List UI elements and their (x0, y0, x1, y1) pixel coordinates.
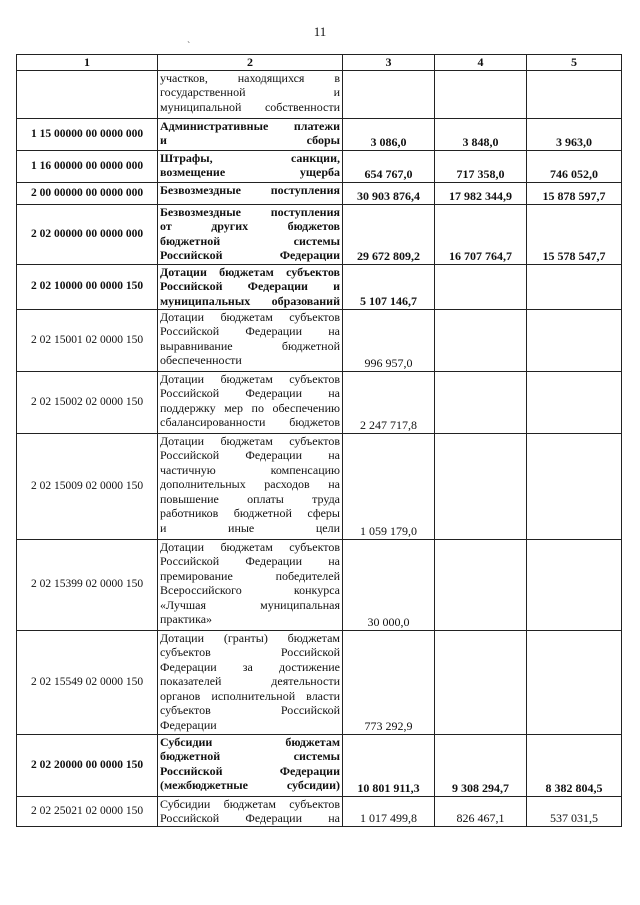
amount-cell-col5 (527, 630, 622, 734)
description-cell (158, 371, 343, 433)
description-line: Дотации бюджетам субъектов (160, 371, 340, 386)
budget-revenue-table (16, 54, 622, 827)
description-line: повышение оплаты труда (160, 491, 340, 506)
description-line: субъектов Российской (160, 645, 340, 659)
description-line: муниципальных образований (160, 293, 340, 308)
description-line: Всероссийского конкурса (160, 583, 340, 597)
description-cell (158, 796, 343, 826)
budget-code-cell: 1 15 00000 00 0000 000 (17, 118, 158, 150)
description-cell (158, 150, 343, 182)
amount-cell-col4 (435, 264, 527, 309)
table-row (17, 70, 622, 118)
description-line: Субсидии бюджетам субъектов (160, 796, 340, 811)
amount-cell-col3 (343, 70, 435, 118)
column-header: 3 (343, 55, 435, 71)
description-line: сбалансированности бюджетов (160, 415, 340, 429)
description-line: частичную компенсацию (160, 462, 340, 477)
description-cell (158, 182, 343, 204)
amount-cell-col3: 3 086,0 (343, 118, 435, 150)
budget-code-cell (17, 70, 158, 118)
column-header: 1 (17, 55, 158, 71)
description-line: бюджетной системы (160, 233, 340, 248)
description-line: Российской Федерации на (160, 324, 340, 338)
amount-cell-col3: 1 059 179,0 (343, 433, 435, 539)
amount-cell-col5: 3 963,0 (527, 118, 622, 150)
amount-cell-col3: 5 107 146,7 (343, 264, 435, 309)
budget-code-cell: 2 02 20000 00 0000 150 (17, 734, 158, 796)
amount-cell-col4 (435, 371, 527, 433)
table-row (17, 204, 622, 264)
description-line: участков, находящихся в (160, 70, 340, 85)
description-line: показателей деятельности (160, 674, 340, 688)
amount-cell-col3: 29 672 809,2 (343, 204, 435, 264)
description-line: практика» (160, 612, 213, 626)
description-line: возмещение ущерба (160, 165, 340, 179)
description-line: Федерации (160, 717, 217, 732)
description-line: Российской Федерации (160, 763, 340, 778)
description-cell (158, 204, 343, 264)
amount-cell-col4 (435, 433, 527, 539)
description-cell (158, 433, 343, 539)
budget-code-cell: 2 02 00000 00 0000 000 (17, 204, 158, 264)
description-line: поддержку мер по обеспечению (160, 400, 340, 415)
amount-cell-col3: 1 017 499,8 (343, 796, 435, 826)
description-line: Штрафы, санкции, (160, 150, 340, 165)
column-header: 4 (435, 55, 527, 71)
amount-cell-col4 (435, 309, 527, 371)
description-line: Российской Федерации на (160, 811, 340, 825)
description-line: бюджетной системы (160, 749, 340, 763)
amount-cell-col3: 996 957,0 (343, 309, 435, 371)
budget-code-cell: 2 02 15399 02 0000 150 (17, 539, 158, 630)
description-line: субъектов Российской (160, 703, 340, 717)
description-line: Российской Федерации и (160, 279, 340, 293)
description-line: Дотации бюджетам субъектов (160, 309, 340, 324)
description-cell (158, 539, 343, 630)
amount-cell-col5 (527, 70, 622, 118)
amount-cell-col3: 773 292,9 (343, 630, 435, 734)
table-row (17, 539, 622, 630)
description-line: Дотации бюджетам субъектов (160, 539, 340, 554)
description-line: Дотации бюджетам субъектов (160, 433, 340, 448)
stray-mark: ` (187, 41, 191, 52)
description-cell (158, 734, 343, 796)
amount-cell-col5 (527, 539, 622, 630)
description-cell (158, 309, 343, 371)
description-line: органов исполнительной власти (160, 688, 340, 703)
table-row (17, 734, 622, 796)
amount-cell-col4: 717 358,0 (435, 150, 527, 182)
description-line: Безвозмездные поступления (160, 204, 340, 219)
amount-cell-col3: 654 767,0 (343, 150, 435, 182)
description-cell (158, 630, 343, 734)
description-line: работников бюджетной сферы (160, 506, 340, 520)
amount-cell-col5: 746 052,0 (527, 150, 622, 182)
budget-code-cell: 2 00 00000 00 0000 000 (17, 182, 158, 204)
page-number: 11 (313, 24, 327, 39)
description-line: государственной и (160, 85, 340, 99)
description-line: дополнительных расходов на (160, 477, 340, 491)
description-line: премирование победителей (160, 568, 340, 583)
amount-cell-col5 (527, 309, 622, 371)
amount-cell-col4: 9 308 294,7 (435, 734, 527, 796)
budget-code-cell: 2 02 15002 02 0000 150 (17, 371, 158, 433)
amount-cell-col4: 17 982 344,9 (435, 182, 527, 204)
amount-cell-col5 (527, 264, 622, 309)
budget-code-cell: 2 02 15009 02 0000 150 (17, 433, 158, 539)
amount-cell-col3: 30 000,0 (343, 539, 435, 630)
description-line: Субсидии бюджетам (160, 734, 340, 749)
description-line: и иные цели (160, 520, 340, 535)
amount-cell-col4 (435, 630, 527, 734)
budget-code-cell: 2 02 15549 02 0000 150 (17, 630, 158, 734)
amount-cell-col3: 30 903 876,4 (343, 182, 435, 204)
column-header: 5 (527, 55, 622, 71)
budget-code-cell: 2 02 25021 02 0000 150 (17, 796, 158, 826)
column-header: 2 (158, 55, 343, 71)
description-line: Дотации (гранты) бюджетам (160, 630, 340, 645)
amount-cell-col5: 15 578 547,7 (527, 204, 622, 264)
table-row (17, 182, 622, 204)
amount-cell-col4 (435, 70, 527, 118)
table-row (17, 433, 622, 539)
amount-cell-col3: 2 247 717,8 (343, 371, 435, 433)
table-row (17, 150, 622, 182)
description-line: выравнивание бюджетной (160, 338, 340, 353)
table-body (17, 55, 622, 827)
amount-cell-col5: 8 382 804,5 (527, 734, 622, 796)
description-line: Административные платежи (160, 118, 340, 133)
description-line: Федерации за достижение (160, 659, 340, 674)
amount-cell-col4: 3 848,0 (435, 118, 527, 150)
amount-cell-col3: 10 801 911,3 (343, 734, 435, 796)
table-row (17, 309, 622, 371)
description-line: обеспеченности (160, 353, 242, 367)
description-line: Российской Федерации на (160, 448, 340, 462)
amount-cell-col5: 537 031,5 (527, 796, 622, 826)
amount-cell-col4 (435, 539, 527, 630)
description-line: от других бюджетов (160, 219, 340, 233)
description-line: «Лучшая муниципальная (160, 597, 340, 612)
amount-cell-col5 (527, 371, 622, 433)
amount-cell-col4: 16 707 764,7 (435, 204, 527, 264)
description-line: муниципальной собственности (160, 99, 340, 114)
table-row (17, 796, 622, 826)
description-line: Российской Федерации на (160, 554, 340, 568)
budget-code-cell: 2 02 15001 02 0000 150 (17, 309, 158, 371)
description-line: и сборы (160, 133, 340, 147)
description-line: Российской Федерации (160, 248, 340, 262)
table-row (17, 630, 622, 734)
amount-cell-col5 (527, 433, 622, 539)
header-row (17, 55, 622, 71)
table-row (17, 264, 622, 309)
description-cell (158, 70, 343, 118)
amount-cell-col4: 826 467,1 (435, 796, 527, 826)
description-cell (158, 264, 343, 309)
budget-code-cell: 1 16 00000 00 0000 000 (17, 150, 158, 182)
description-line: (межбюджетные субсидии) (160, 778, 340, 792)
description-line: Дотации бюджетам субъектов (160, 264, 340, 279)
description-line: Безвозмездные поступления (160, 182, 340, 197)
amount-cell-col5: 15 878 597,7 (527, 182, 622, 204)
table-row (17, 118, 622, 150)
budget-code-cell: 2 02 10000 00 0000 150 (17, 264, 158, 309)
table-row (17, 371, 622, 433)
description-cell (158, 118, 343, 150)
description-line: Российской Федерации на (160, 386, 340, 400)
